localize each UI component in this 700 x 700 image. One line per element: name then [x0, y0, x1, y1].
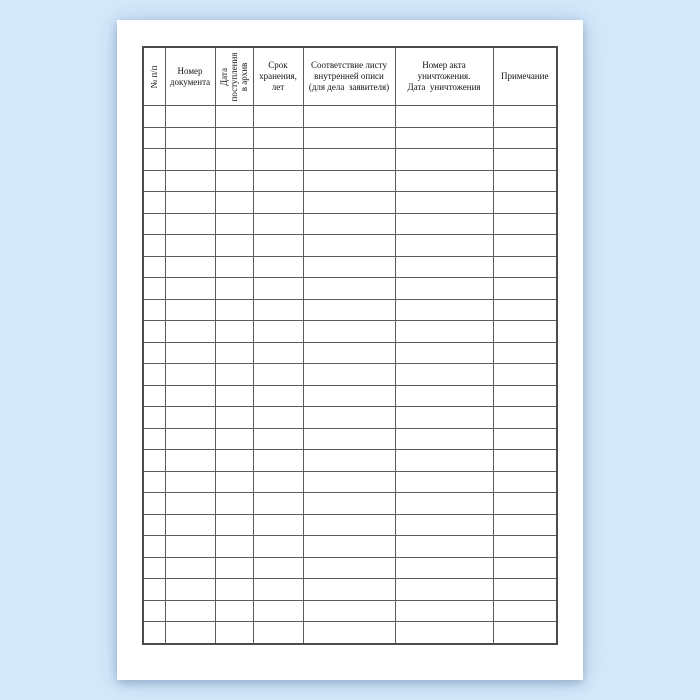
empty-cell: [215, 364, 253, 386]
table-row: [143, 192, 557, 214]
empty-cell: [395, 471, 493, 493]
column-header-document-number: [165, 47, 215, 106]
header-line: в архив: [239, 62, 249, 91]
header-line: (для дела заявителя): [308, 82, 390, 92]
empty-cell: [215, 557, 253, 579]
empty-cell: [303, 278, 395, 300]
table-row: [143, 127, 557, 149]
empty-cell: [493, 514, 557, 536]
empty-cell: [215, 278, 253, 300]
table-row: [143, 493, 557, 515]
header-line: Срок: [268, 60, 288, 70]
empty-cell: [253, 514, 303, 536]
empty-cell: [253, 106, 303, 128]
empty-cell: [493, 278, 557, 300]
empty-cell: [165, 149, 215, 171]
empty-cell: [493, 622, 557, 644]
empty-cell: [303, 536, 395, 558]
empty-cell: [165, 256, 215, 278]
empty-cell: [143, 192, 165, 214]
empty-cell: [395, 256, 493, 278]
empty-cell: [493, 321, 557, 343]
empty-cell: [493, 149, 557, 171]
table-row: [143, 321, 557, 343]
empty-cell: [253, 321, 303, 343]
empty-cell: [215, 170, 253, 192]
empty-cell: [395, 342, 493, 364]
table-row: [143, 600, 557, 622]
empty-cell: [303, 149, 395, 171]
table-row: [143, 342, 557, 364]
empty-cell: [303, 493, 395, 515]
empty-cell: [395, 493, 493, 515]
table-row: [143, 557, 557, 579]
empty-cell: [493, 364, 557, 386]
empty-cell: [253, 493, 303, 515]
empty-cell: [253, 385, 303, 407]
empty-cell: [493, 385, 557, 407]
empty-cell: [395, 299, 493, 321]
table-row: [143, 256, 557, 278]
column-header-inventory-sheet-match: [303, 47, 395, 106]
empty-cell: [303, 170, 395, 192]
empty-cell: [253, 278, 303, 300]
empty-cell: [395, 170, 493, 192]
empty-cell: [215, 579, 253, 601]
empty-cell: [395, 192, 493, 214]
empty-cell: [395, 364, 493, 386]
empty-cell: [143, 536, 165, 558]
empty-cell: [253, 407, 303, 429]
empty-cell: [143, 149, 165, 171]
empty-cell: [395, 278, 493, 300]
empty-cell: [165, 514, 215, 536]
empty-cell: [253, 622, 303, 644]
empty-cell: [395, 514, 493, 536]
empty-cell: [303, 450, 395, 472]
empty-cell: [165, 428, 215, 450]
empty-cell: [303, 385, 395, 407]
empty-cell: [165, 579, 215, 601]
empty-cell: [395, 127, 493, 149]
table-row: [143, 622, 557, 644]
header-line: лет: [271, 82, 285, 92]
empty-cell: [165, 600, 215, 622]
empty-cell: [165, 299, 215, 321]
empty-cell: [215, 149, 253, 171]
empty-cell: [215, 342, 253, 364]
empty-cell: [493, 170, 557, 192]
empty-cell: [143, 170, 165, 192]
table-row: [143, 407, 557, 429]
header-row: [143, 47, 557, 106]
empty-cell: [215, 321, 253, 343]
column-header-archive-receipt-date: [215, 47, 253, 106]
empty-cell: [303, 127, 395, 149]
empty-cell: [143, 385, 165, 407]
empty-cell: [215, 127, 253, 149]
empty-cell: [303, 428, 395, 450]
empty-cell: [493, 600, 557, 622]
empty-cell: [493, 428, 557, 450]
empty-cell: [165, 407, 215, 429]
empty-cell: [143, 321, 165, 343]
empty-cell: [165, 213, 215, 235]
table-row: [143, 299, 557, 321]
empty-cell: [303, 106, 395, 128]
empty-cell: [493, 557, 557, 579]
empty-cell: [165, 192, 215, 214]
empty-cell: [165, 106, 215, 128]
empty-cell: [253, 579, 303, 601]
empty-cell: [303, 256, 395, 278]
table-row: [143, 536, 557, 558]
empty-cell: [493, 213, 557, 235]
table-row: [143, 170, 557, 192]
empty-cell: [303, 514, 395, 536]
empty-cell: [253, 600, 303, 622]
table-row: [143, 235, 557, 257]
empty-cell: [303, 600, 395, 622]
empty-cell: [395, 579, 493, 601]
header-line: Дата уничтожения: [407, 82, 481, 92]
empty-cell: [165, 385, 215, 407]
header-line: Номер акта: [422, 60, 466, 70]
empty-cell: [143, 622, 165, 644]
empty-cell: [143, 407, 165, 429]
header-line: Дата: [219, 67, 229, 86]
table-header: [143, 47, 557, 106]
header-line: хранения,: [259, 71, 297, 81]
empty-cell: [493, 579, 557, 601]
empty-cell: [143, 127, 165, 149]
empty-cell: [253, 256, 303, 278]
header-line: Соответствие листу: [311, 60, 387, 70]
empty-cell: [143, 364, 165, 386]
empty-cell: [493, 299, 557, 321]
empty-cell: [143, 471, 165, 493]
table-row: [143, 428, 557, 450]
empty-cell: [493, 192, 557, 214]
empty-cell: [215, 514, 253, 536]
empty-cell: [143, 557, 165, 579]
table-row: [143, 278, 557, 300]
empty-cell: [253, 428, 303, 450]
header-line: Номер: [177, 65, 203, 76]
header-line: внутренней описи: [314, 71, 384, 81]
empty-cell: [395, 106, 493, 128]
empty-cell: [253, 192, 303, 214]
empty-cell: [165, 235, 215, 257]
column-header-row-number: [143, 47, 165, 106]
empty-cell: [303, 364, 395, 386]
table-row: [143, 450, 557, 472]
empty-cell: [165, 471, 215, 493]
empty-cell: [143, 579, 165, 601]
empty-cell: [165, 321, 215, 343]
empty-cell: [303, 213, 395, 235]
empty-cell: [493, 407, 557, 429]
empty-cell: [303, 192, 395, 214]
empty-cell: [395, 385, 493, 407]
column-header-storage-period: [253, 47, 303, 106]
empty-cell: [143, 235, 165, 257]
empty-cell: [143, 428, 165, 450]
empty-cell: [165, 536, 215, 558]
empty-cell: [253, 536, 303, 558]
empty-cell: [215, 106, 253, 128]
empty-cell: [395, 600, 493, 622]
empty-cell: [165, 493, 215, 515]
empty-cell: [493, 450, 557, 472]
table-row: [143, 579, 557, 601]
empty-cell: [143, 278, 165, 300]
column-header-note: [493, 47, 557, 106]
empty-cell: [253, 149, 303, 171]
empty-cell: [215, 256, 253, 278]
empty-cell: [143, 342, 165, 364]
empty-cell: [253, 364, 303, 386]
empty-cell: [303, 557, 395, 579]
empty-cell: [395, 149, 493, 171]
empty-cell: [143, 450, 165, 472]
empty-cell: [165, 342, 215, 364]
empty-cell: [165, 278, 215, 300]
empty-cell: [253, 213, 303, 235]
empty-cell: [253, 342, 303, 364]
empty-cell: [215, 471, 253, 493]
registry-table: [142, 46, 558, 645]
empty-cell: [395, 557, 493, 579]
empty-cell: [253, 235, 303, 257]
empty-cell: [395, 622, 493, 644]
table-body: [143, 106, 557, 644]
empty-cell: [493, 127, 557, 149]
empty-cell: [215, 536, 253, 558]
empty-cell: [395, 536, 493, 558]
column-header-row-number-label: № п/п: [149, 65, 160, 88]
empty-cell: [215, 299, 253, 321]
empty-cell: [143, 514, 165, 536]
empty-cell: [493, 256, 557, 278]
empty-cell: [215, 235, 253, 257]
header-line: поступления: [229, 52, 239, 101]
empty-cell: [253, 450, 303, 472]
empty-cell: [303, 321, 395, 343]
empty-cell: [165, 622, 215, 644]
table-row: [143, 149, 557, 171]
empty-cell: [165, 170, 215, 192]
empty-cell: [303, 235, 395, 257]
empty-cell: [143, 493, 165, 515]
empty-cell: [395, 428, 493, 450]
empty-cell: [143, 106, 165, 128]
empty-cell: [143, 213, 165, 235]
empty-cell: [253, 127, 303, 149]
empty-cell: [215, 192, 253, 214]
header-line: документа: [169, 76, 211, 87]
table-row: [143, 213, 557, 235]
empty-cell: [215, 407, 253, 429]
header-line: уничтожения.: [417, 71, 471, 81]
empty-cell: [303, 299, 395, 321]
empty-cell: [493, 235, 557, 257]
header-line: Примечание: [501, 71, 549, 81]
empty-cell: [395, 407, 493, 429]
empty-cell: [165, 557, 215, 579]
empty-cell: [215, 493, 253, 515]
empty-cell: [165, 364, 215, 386]
empty-cell: [165, 127, 215, 149]
empty-cell: [493, 493, 557, 515]
empty-cell: [493, 471, 557, 493]
empty-cell: [143, 600, 165, 622]
column-header-destruction-act: [395, 47, 493, 106]
table-row: [143, 385, 557, 407]
empty-cell: [303, 622, 395, 644]
empty-cell: [215, 428, 253, 450]
empty-cell: [303, 471, 395, 493]
table-row: [143, 514, 557, 536]
empty-cell: [215, 622, 253, 644]
table-row: [143, 364, 557, 386]
empty-cell: [215, 213, 253, 235]
column-header-archive-receipt-date-label: [219, 52, 249, 101]
table-row: [143, 106, 557, 128]
table-row: [143, 471, 557, 493]
empty-cell: [143, 299, 165, 321]
empty-cell: [493, 536, 557, 558]
empty-cell: [303, 579, 395, 601]
empty-cell: [215, 450, 253, 472]
empty-cell: [493, 342, 557, 364]
empty-cell: [303, 407, 395, 429]
empty-cell: [303, 342, 395, 364]
empty-cell: [395, 450, 493, 472]
empty-cell: [253, 299, 303, 321]
document-page: [117, 20, 583, 680]
empty-cell: [253, 170, 303, 192]
empty-cell: [215, 385, 253, 407]
empty-cell: [395, 321, 493, 343]
empty-cell: [395, 213, 493, 235]
empty-cell: [493, 106, 557, 128]
empty-cell: [165, 450, 215, 472]
empty-cell: [143, 256, 165, 278]
empty-cell: [215, 600, 253, 622]
empty-cell: [253, 471, 303, 493]
empty-cell: [395, 235, 493, 257]
empty-cell: [253, 557, 303, 579]
